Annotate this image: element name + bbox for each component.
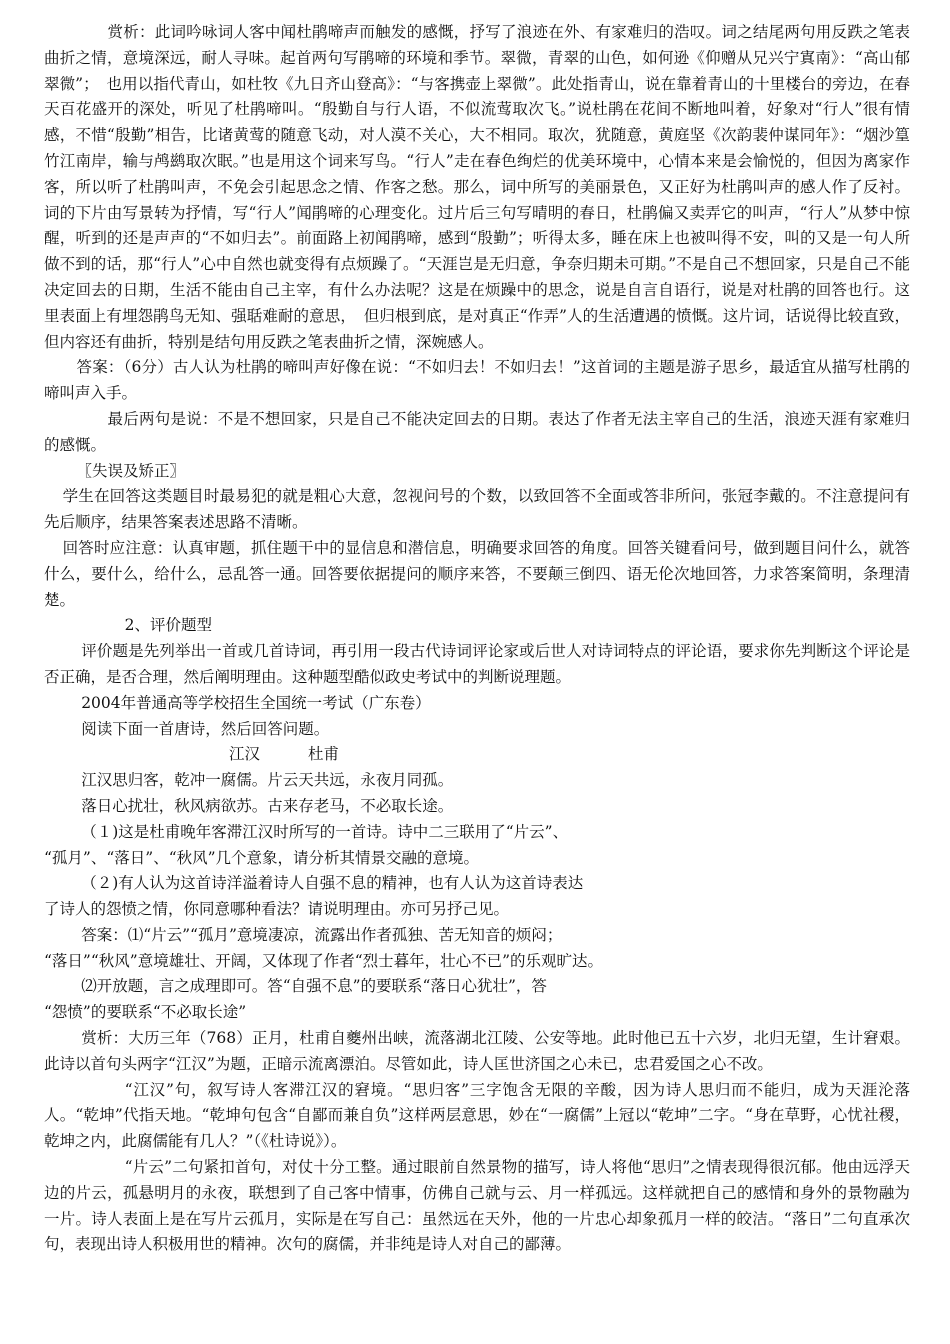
poem-heading [44, 742, 910, 768]
analysis-paragraph-4: “片云”二句紧扣首句，对仗十分工整。通过眼前自然景物的描写，诗人将他“思归”之情表现得很沉郁。他由远浮天边的片云，孤悬明月的永夜，联想到了自己客中情事，仿佛自己就与云、月一样孤远。这样就把自己的感情和身外的景物融为一片。诗人表面上是在写片云孤月，实际是在写自己：虽然远在天外，他的一片忠心却象孤月一样的皎洁。“落日”二句直承次句，表现出诗人积极用世的精神。次句的腐儒，并非纯是诗人对自己的鄙薄。 [44, 1158, 910, 1254]
answer-paragraph: 答案：（6分）古人认为杜鹃的啼叫声好像在说：“不如归去！不如归去！”这首词的主题是游子思乡，最适宜从描写杜鹃的啼叫声入手。 [44, 358, 910, 403]
poem-line-1: 江汉思归客，乾冲一腐儒。片云天共远，永夜月同孤。 [81, 771, 454, 790]
analysis-paragraph-1: 赏析：此词吟咏词人客中闻杜鹃啼声而触发的感慨，抒写了浪迹在外、有家难归的浩叹。词之结尾两句用反跌之笔表曲折之情，意境深远，耐人寻味。起首两句写鹃啼的环境和季节。翠微，青翠的山色，如何逊《仰赠从兄兴宁寘南》：“高山郁翠微”； 也用以指代青山，如杜牧《九日齐山登高》：“与客携壶上翠微”。此处指青山，说在靠着青山的十里楼台的旁边，在春天百花盛开的深处，听见了杜鹃啼叫。“殷勤自与行人语，不似流莺取次飞。”说杜鹃在花间不断地叫着，好象对“行人”很有情感，不惜“殷勤”相告，比诸黄莺的随意飞动，对人漠不关心，大不相同。取次，犹随意，黄庭坚《次韵裴仲谋同年》：“烟沙篁竹江南岸，输与鸬鹚取次眠。”也是用这个词来写鸟。“行人”走在春色绚烂的优美环境中，心情本来是会愉悦的，但因为离家作客，所以听了杜鹃叫声，不免会引起思念之情、作客之愁。那么，词中所写的美丽景色，又正好为杜鹃叫声的感人作了反衬。词的下片由写景转为抒情，写“行人”闻鹃啼的心理变化。过片后三句写晴明的春日，杜鹃偏又卖弄它的叫声，“行人”从梦中惊醒，听到的还是声声的“不如归去”。前面路上初闻鹃啼，感到“殷勤”；听得太多，睡在床上也被叫得不安，叫的又是一句人所做不到的话，那“行人”心中自然也就变得有点烦躁了。“天涯岂是无归意，争奈归期未可期。”不是自己不想回家，只是自己不能决定回去的日期，生活不能由自己主宰，有什么办法呢？这是在烦躁中的思念，说是自言自语行，说是对杜鹃的回答也行。这里表面上有埋怨鹃鸟无知、强聒难耐的意思， 但归根到底，是对真正“作弄”人的生活遭遇的愤慨。这片词，话说得比较直致，但内容还有曲折，特别是结句用反跌之笔表曲折之情，深婉感人。 [44, 23, 910, 351]
poem-line-2: 落日心扰壮，秋风病欲苏。古来存老马，不必取长途。 [81, 796, 454, 815]
question-2-line-1: （２)有人认为这首诗洋溢着诗人自强不息的精神，也有人认为这首诗表达 [81, 874, 584, 893]
mistakes-paragraph-2: 回答时应注意：认真审题，抓住题干中的显信息和潜信息，明确要求回答的角度。回答关键看问号，做到题目问什么，就答什么，要什么，给什么，忌乱答一通。回答要依据提问的顺序来答，不要颠三倒四、语无伦次地回答，力求答案简明，条理清楚。 [44, 538, 910, 609]
section-heading-mistakes: 〖失误及矫正〗 [76, 461, 186, 480]
evaluation-paragraph: 评价题是先列举出一首或几首诗词，再引用一段古代诗词评论家或后世人对诗词特点的评论语，要求你先判断这个评论是否正确，是否合理，然后阐明理由。这种题型酷似政史考试中的判断说理题。 [44, 642, 910, 686]
answer-1-line-2: “落日”“秋风”意境雄壮、开阔，又体现了作者“烈士暮年，壮心不已”的乐观旷达。 [44, 951, 604, 970]
document-page [44, 20, 910, 1258]
poem-author: 杜甫 [308, 745, 340, 764]
mistakes-paragraph-1: 学生在回答这类题目时最易犯的就是粗心大意，忽视问号的个数，以致回答不全面或答非所问，张冠李戴的。不注意提问有先后顺序，结果答案表述思路不清晰。 [44, 487, 910, 532]
answer-2-line-2: “怨愤”的要联系“不必取长途” [44, 1003, 247, 1022]
exam-instruction: 阅读下面一首唐诗，然后回答问题。 [81, 719, 330, 738]
answer-2-line-1: ⑵开放题，言之成理即可。答“自强不息”的要联系“落日心犹壮”，答 [81, 977, 547, 996]
analysis-paragraph-2: 赏析：大历三年（768）正月，杜甫自夔州出峡，流落湖北江陵、公安等地。此时他已五十六岁，北归无望，生计窘艰。此诗以首句头两字“江汉”为题，正暗示流离漂泊。尽管如此，诗人匡世济国之心未已，忠君爱国之心不改。 [44, 1029, 910, 1073]
section-heading-evaluation: 2、评价题型 [124, 616, 212, 635]
question-1-line-2: “孤月”、“落日”、“秋风”几个意象，请分析其情景交融的意境。 [44, 848, 480, 867]
poem-title: 江汉 [229, 745, 261, 764]
question-2-line-2: 了诗人的怨愤之情，你同意哪种看法？请说明理由。亦可另抒己见。 [44, 900, 510, 919]
exam-source: 2004年普通高等学校招生全国统一考试（广东卷） [81, 693, 431, 712]
answer-explanation: 最后两句是说：不是不想回家，只是自己不能决定回去的日期。表达了作者无法主宰自己的生活，浪迹天涯有家难归的感慨。 [44, 409, 910, 454]
analysis-paragraph-3: “江汉”句，叙写诗人客滞江汉的窘境。“思归客”三字饱含无限的辛酸，因为诗人思归而不能归，成为天涯沦落人。“乾坤”代指天地。“乾坤句包含“自鄙而兼自负”这样两层意思，妙在“一腐儒”上冠以“乾坤”二字。“身在草野，心忧社稷，乾坤之内，此腐儒能有几人？”（《杜诗说》）。 [44, 1080, 910, 1151]
answer-1-line-1: 答案：⑴“片云”“孤月”意境凄凉，流露出作者孤独、苦无知音的烦闷； [81, 925, 563, 944]
question-1-line-1: （１)这是杜甫晚年客滞江汉时所写的一首诗。诗中二三联用了“片云”、 [81, 822, 569, 841]
